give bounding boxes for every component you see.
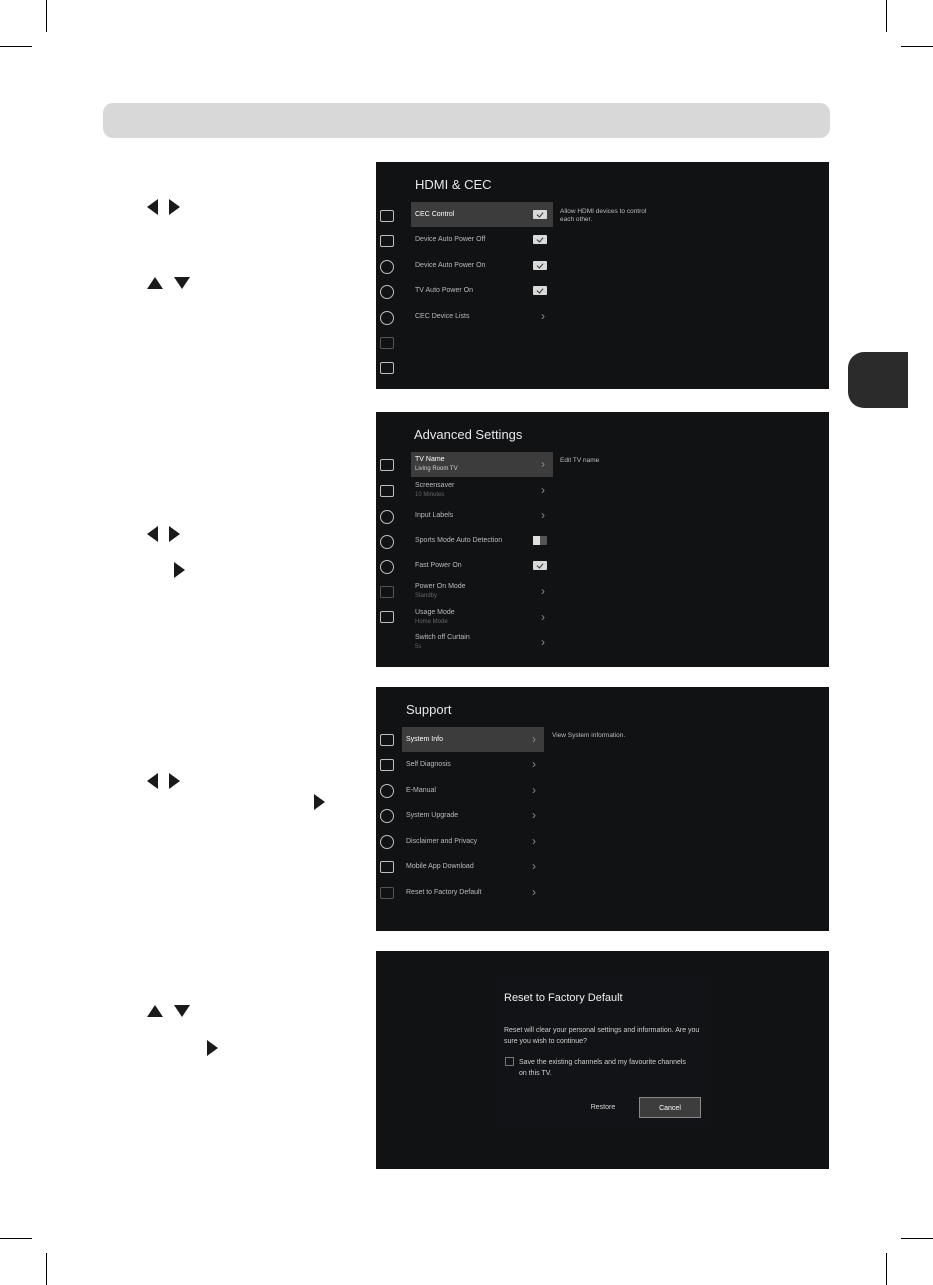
chevron-right-icon: › — [532, 834, 536, 848]
restore-button[interactable]: Restore — [590, 1104, 616, 1111]
menu-item-value: 10 Minutes — [415, 492, 445, 498]
menu-item-tv-name[interactable] — [411, 452, 553, 477]
menu-item-fast-power-on[interactable] — [411, 553, 553, 578]
page-title: Advanced Settings — [414, 427, 523, 442]
chevron-right-icon: › — [532, 732, 536, 746]
menu-item-label: TV Name — [415, 456, 445, 463]
menu-item-e-manual[interactable] — [402, 778, 544, 803]
menu-item-label: Input Labels — [415, 512, 454, 519]
down-arrow-icon — [174, 277, 190, 289]
menu-item-input-labels[interactable] — [411, 503, 553, 528]
network-icon[interactable] — [380, 510, 394, 524]
menu-item-device-auto-power-off[interactable] — [411, 227, 553, 252]
chevron-right-icon: › — [541, 457, 545, 471]
chevron-right-icon: › — [541, 584, 545, 598]
right-arrow-group — [174, 562, 185, 578]
crop-mark — [0, 1238, 32, 1239]
general-icon[interactable] — [380, 809, 394, 823]
left-arrow-icon — [147, 526, 158, 542]
menu-item-label: Sports Mode Auto Detection — [415, 537, 503, 544]
chevron-right-icon: › — [541, 635, 545, 649]
menu-item-label: E-Manual — [406, 787, 436, 794]
channel-icon[interactable] — [380, 861, 394, 873]
menu-item-label: Self Diagnosis — [406, 761, 451, 768]
menu-item-tv-auto-power-on[interactable] — [411, 278, 553, 303]
left-right-arrows — [147, 773, 180, 789]
menu-item-label: Device Auto Power Off — [415, 236, 486, 243]
general-icon[interactable] — [380, 285, 394, 299]
menu-item-system-info[interactable] — [402, 727, 544, 752]
menu-item-cec-control[interactable] — [411, 202, 553, 227]
right-arrow-icon — [169, 199, 180, 215]
save-channels-checkbox[interactable] — [505, 1057, 514, 1066]
right-arrow-icon — [207, 1040, 218, 1056]
crop-mark — [886, 0, 887, 32]
chevron-right-icon: › — [532, 885, 536, 899]
menu-item-sports-mode-auto-detection[interactable] — [411, 528, 553, 553]
hdmi-cec-screen — [376, 162, 829, 389]
chevron-right-icon: › — [532, 808, 536, 822]
menu-item-label: CEC Control — [415, 211, 455, 218]
toggle-switch[interactable] — [533, 561, 547, 570]
sound-icon[interactable] — [380, 485, 394, 497]
left-right-arrows — [147, 199, 180, 215]
menu-item-label: Screensaver — [415, 482, 455, 489]
menu-item-self-diagnosis[interactable] — [402, 752, 544, 777]
section-tab — [848, 352, 908, 408]
support-icon[interactable] — [380, 362, 394, 374]
right-arrow-icon — [174, 562, 185, 578]
chevron-right-icon: › — [532, 757, 536, 771]
item-description: Allow HDMI devices to control each other. — [560, 208, 647, 223]
menu-item-value: Living Room TV — [415, 466, 458, 472]
up-down-arrows — [147, 1005, 190, 1017]
chevron-right-icon: › — [541, 610, 545, 624]
picture-icon[interactable] — [380, 459, 394, 471]
chevron-right-icon: › — [532, 859, 536, 873]
menu-item-label: System Upgrade — [406, 812, 459, 819]
accessibility-icon[interactable] — [380, 311, 394, 325]
right-arrow-icon — [169, 773, 180, 789]
right-arrow-icon — [314, 794, 325, 810]
menu-item-system-upgrade[interactable] — [402, 803, 544, 828]
page-title: Support — [406, 702, 452, 717]
menu-item-power-on-mode[interactable] — [411, 579, 553, 604]
right-arrow-group — [314, 794, 325, 810]
toggle-switch[interactable] — [533, 235, 547, 244]
menu-item-mobile-app-download[interactable] — [402, 854, 544, 879]
toggle-switch[interactable] — [533, 261, 547, 270]
right-arrow-group — [207, 1040, 218, 1056]
channel-icon[interactable] — [380, 337, 394, 349]
item-description: View System information. — [552, 732, 626, 739]
menu-item-value: Standby — [415, 593, 438, 599]
menu-item-usage-mode[interactable] — [411, 605, 553, 630]
accessibility-icon[interactable] — [380, 835, 394, 849]
crop-mark — [886, 1253, 887, 1285]
accessibility-icon[interactable] — [380, 560, 394, 574]
menu-item-label: Fast Power On — [415, 562, 462, 569]
header-bar — [103, 103, 830, 138]
network-icon[interactable] — [380, 784, 394, 798]
support-icon[interactable] — [380, 887, 394, 899]
crop-mark — [46, 1253, 47, 1285]
menu-item-value: 5s — [415, 644, 422, 650]
page-title: HDMI & CEC — [415, 177, 492, 192]
item-description: Edit TV name — [560, 457, 600, 464]
menu-item-label: Disclaimer and Privacy — [406, 838, 478, 845]
dialog-message: Reset will clear your personal settings and information. Are you sure you wish to continue? — [504, 1027, 700, 1045]
menu-item-disclaimer-and-privacy[interactable] — [402, 829, 544, 854]
menu-item-label: CEC Device Lists — [415, 313, 470, 320]
toggle-switch[interactable] — [533, 210, 547, 219]
advanced-settings-screen — [376, 412, 829, 667]
sound-icon[interactable] — [380, 759, 394, 771]
up-down-arrows — [147, 277, 190, 289]
menu-item-label: TV Auto Power On — [415, 287, 473, 294]
menu-item-reset-to-factory-default[interactable] — [402, 880, 544, 905]
crop-mark — [46, 0, 47, 32]
toggle-switch[interactable] — [533, 286, 547, 295]
cancel-button[interactable]: Cancel — [639, 1097, 701, 1118]
toggle-switch[interactable] — [533, 536, 547, 545]
up-arrow-icon — [147, 277, 163, 289]
crop-mark — [901, 46, 933, 47]
left-arrow-icon — [147, 199, 158, 215]
up-arrow-icon — [147, 1005, 163, 1017]
left-arrow-icon — [147, 773, 158, 789]
network-icon[interactable] — [380, 260, 394, 274]
dialog-title: Reset to Factory Default — [504, 992, 623, 1004]
right-arrow-icon — [169, 526, 180, 542]
menu-item-device-auto-power-on[interactable] — [411, 253, 553, 278]
menu-item-switch-off-curtain[interactable] — [411, 630, 553, 655]
sound-icon[interactable] — [380, 235, 394, 247]
menu-item-label: Mobile App Download — [406, 863, 474, 870]
general-icon[interactable] — [380, 535, 394, 549]
menu-item-label: Device Auto Power On — [415, 262, 486, 269]
menu-item-value: Home Mode — [415, 619, 448, 625]
support-icon[interactable] — [380, 611, 394, 623]
left-right-arrows — [147, 526, 180, 542]
menu-item-screensaver[interactable] — [411, 478, 553, 503]
picture-icon[interactable] — [380, 734, 394, 746]
chevron-right-icon: › — [541, 508, 545, 522]
crop-mark — [0, 46, 32, 47]
reset-dialog — [496, 975, 714, 1127]
menu-item-label: Switch off Curtain — [415, 634, 470, 641]
picture-icon[interactable] — [380, 210, 394, 222]
chevron-right-icon: › — [541, 483, 545, 497]
support-screen — [376, 687, 829, 931]
save-channels-label: Save the existing channels and my favourite channels on this TV. — [519, 1059, 686, 1077]
menu-item-label: Reset to Factory Default — [406, 889, 482, 896]
crop-mark — [901, 1238, 933, 1239]
channel-icon[interactable] — [380, 586, 394, 598]
chevron-right-icon: › — [541, 309, 545, 323]
down-arrow-icon — [174, 1005, 190, 1017]
menu-item-label: Power On Mode — [415, 583, 466, 590]
menu-item-label: Usage Mode — [415, 609, 455, 616]
chevron-right-icon: › — [532, 783, 536, 797]
menu-item-cec-device-lists[interactable] — [411, 304, 553, 329]
menu-item-label: System Info — [406, 736, 443, 743]
